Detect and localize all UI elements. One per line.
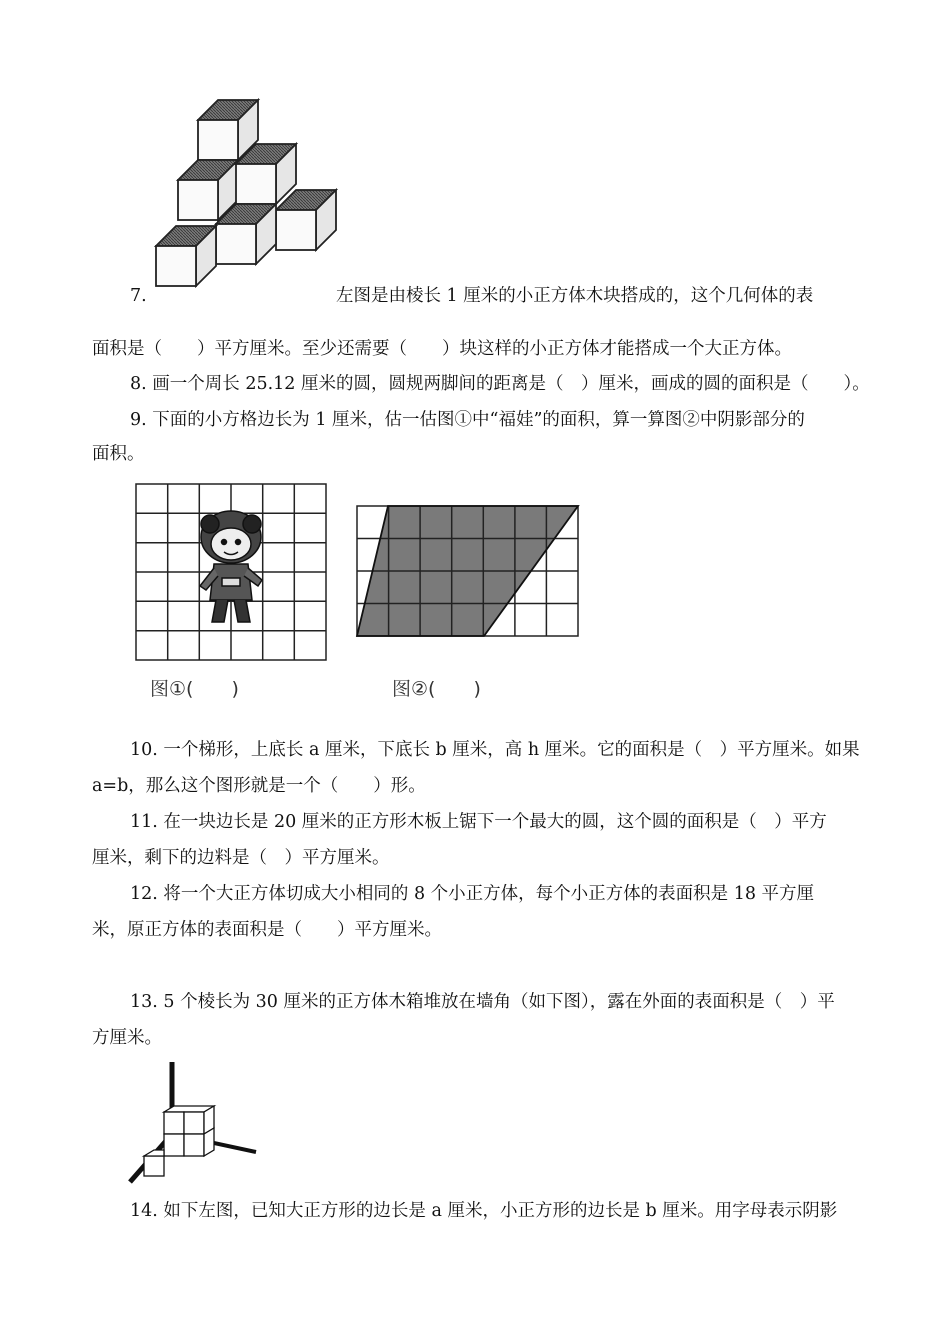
q10-text-line2: a=b，那么这个图形就是一个（ ）形。	[92, 776, 426, 796]
fig1-caption: 图①( )	[150, 678, 239, 700]
cube-pyramid-figure	[148, 96, 338, 296]
q14-text-line1: 14. 如下左图，已知大正方形的边长是 a 厘米，小正方形的边长是 b 厘米。用字母表示阴影	[130, 1201, 838, 1221]
q8-text: 8. 画一个周长 25.12 厘米的圆，圆规两脚间的距离是（ ）厘米，画成的圆的面积是（ ）。	[130, 374, 870, 394]
q13-text-line2: 方厘米。	[92, 1028, 162, 1048]
q12-text-line1: 12. 将一个大正方体切成大小相同的 8 个小正方体，每个小正方体的表面积是 18 平方厘	[130, 884, 815, 904]
q10-text-line1: 10. 一个梯形，上底长 a 厘米，下底长 b 厘米，高 h 厘米。它的面积是（ ）平方厘米。如果	[130, 740, 860, 760]
fig2-caption: 图②( )	[392, 678, 481, 700]
q7-number: 7.	[130, 286, 147, 306]
q7-text-line1: 左图是由棱长 1 厘米的小正方体木块搭成的，这个几何体的表	[336, 286, 814, 306]
q9-text-line2: 面积。	[92, 444, 145, 464]
grid-figure-1	[134, 482, 330, 664]
q7-text-line2: 面积是（ ）平方厘米。至少还需要（ ）块这样的小正方体才能搭成一个大正方体。	[92, 339, 792, 359]
grid-figure-2	[354, 504, 582, 640]
q11-text-line2: 厘米，剩下的边料是（ ）平方厘米。	[92, 848, 390, 868]
wall-corner-boxes-figure	[126, 1058, 260, 1190]
q9-text-line1: 9. 下面的小方格边长为 1 厘米，估一估图①中“福娃”的面积，算一算图②中阴影部分的	[130, 410, 805, 430]
q11-text-line1: 11. 在一块边长是 20 厘米的正方形木板上锯下一个最大的圆，这个圆的面积是（ ）平方	[130, 812, 827, 832]
q13-text-line1: 13. 5 个棱长为 30 厘米的正方体木箱堆放在墙角（如下图），露在外面的表面积是（ ）平	[130, 992, 835, 1012]
q12-text-line2: 米，原正方体的表面积是（ ）平方厘米。	[92, 920, 442, 940]
